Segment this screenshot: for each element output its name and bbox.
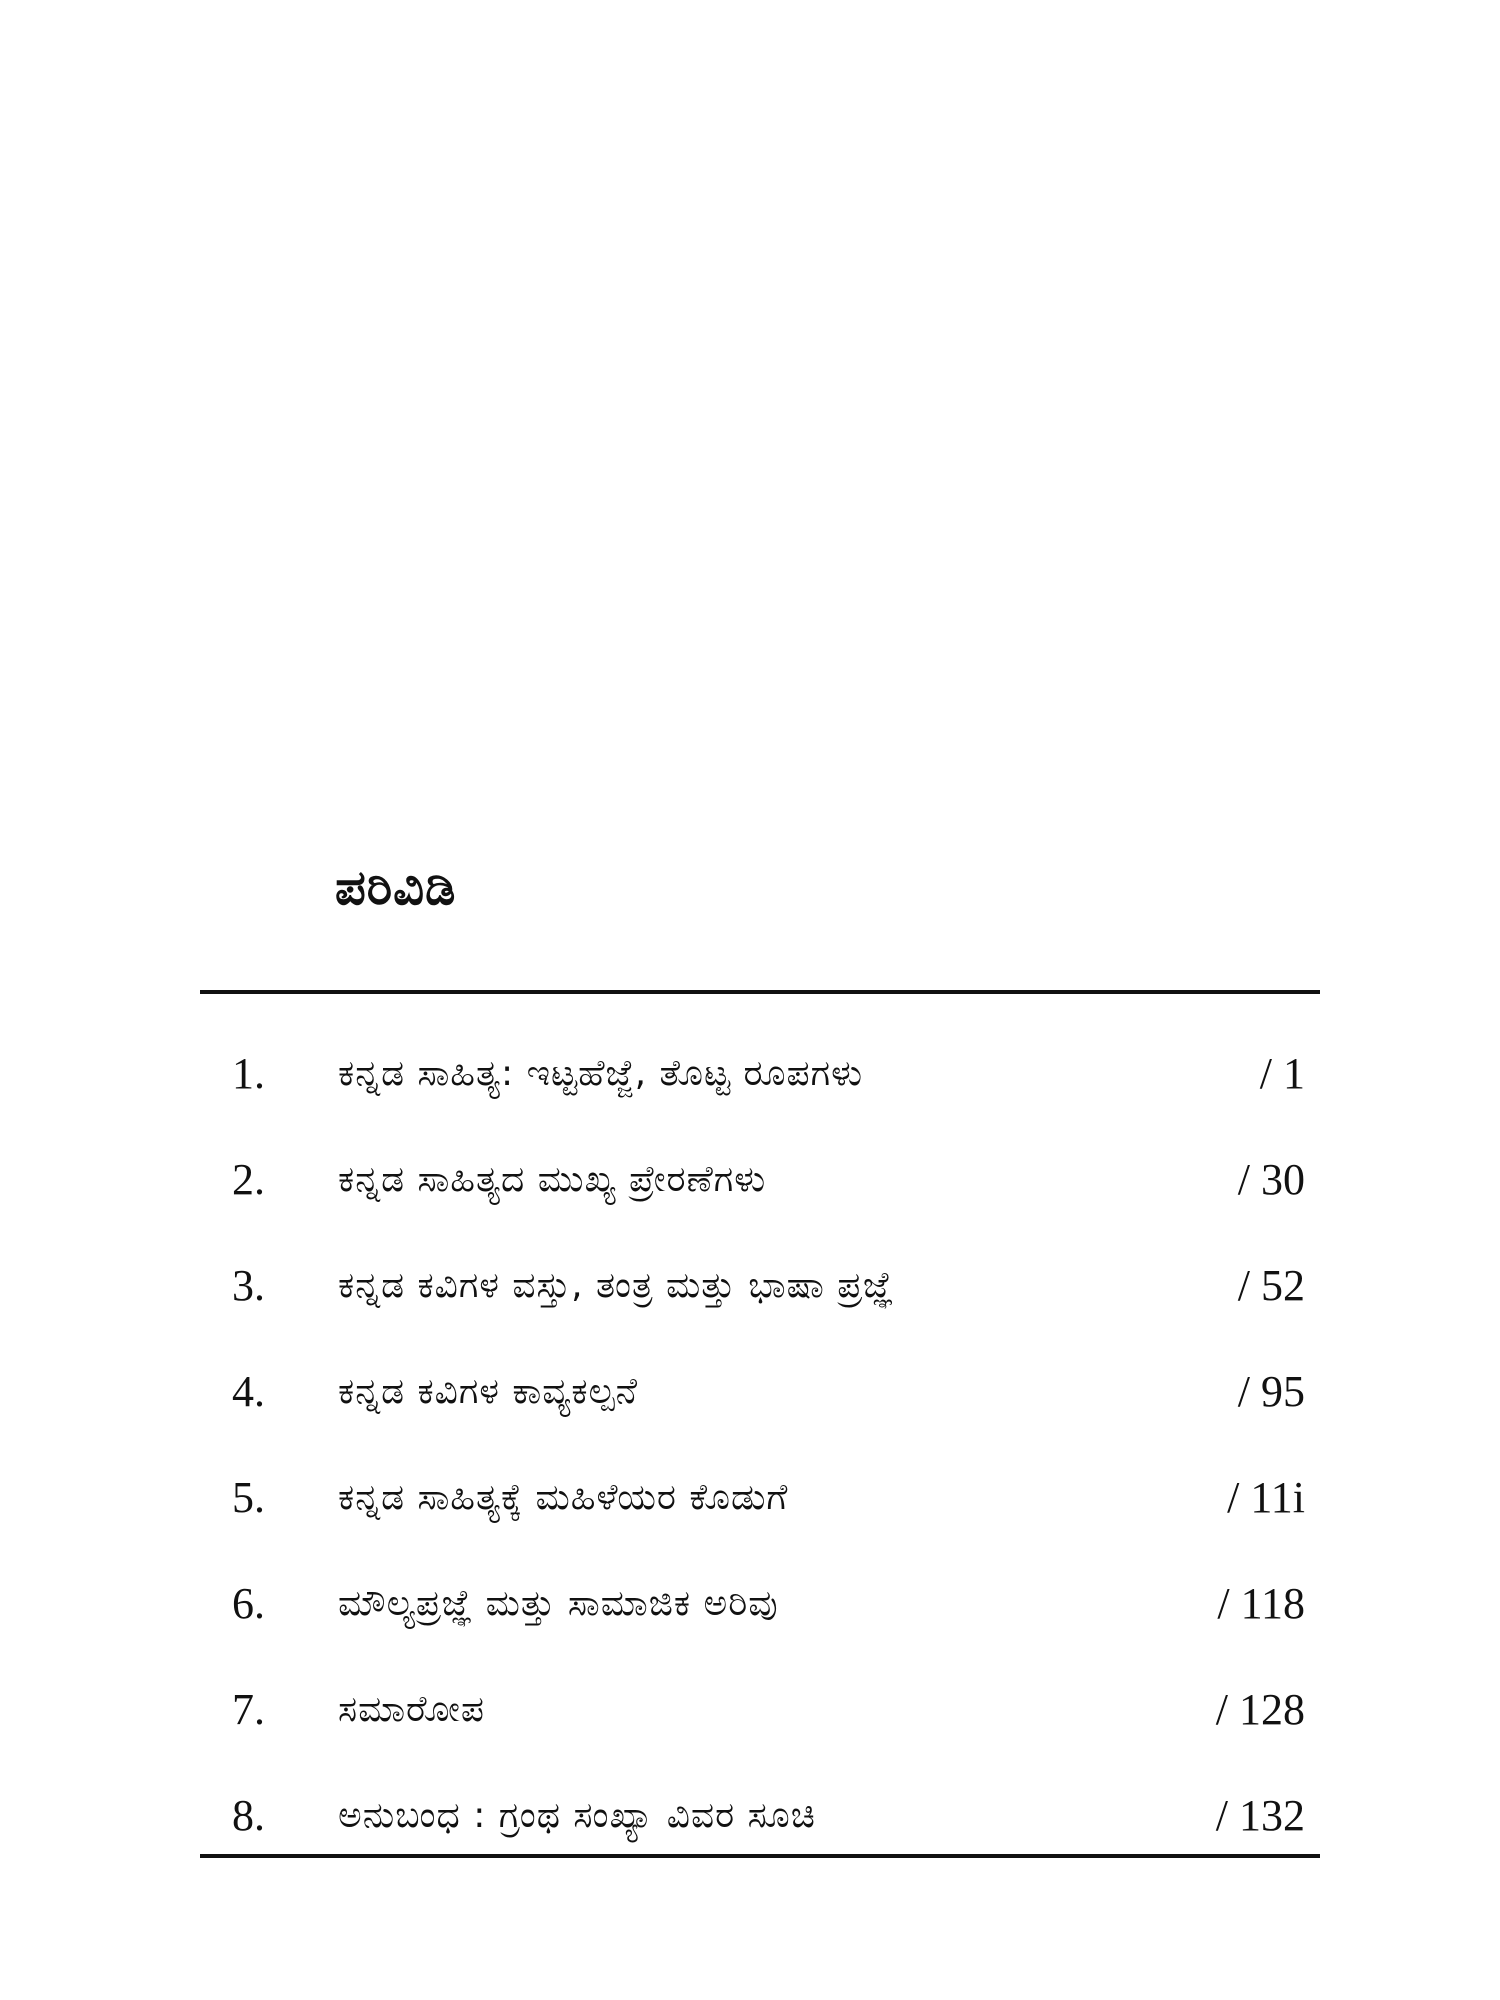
entry-title: ಕನ್ನಡ ಕವಿಗಳ ವಸ್ತು, ತಂತ್ರ ಮತ್ತು ಭಾಷಾ ಪ್ರಜ್ಞೆ [338,1265,895,1306]
toc-entry [0,1020,1500,1126]
entry-title: ಕನ್ನಡ ಕವಿಗಳ ಕಾವ್ಯಕಲ್ಪನೆ [338,1371,639,1412]
top-rule-divider [200,990,1320,994]
entry-page-number: / 52 [1237,1261,1305,1310]
entry-page-number: / 128 [1215,1685,1305,1734]
entry-number: 8. [232,1791,265,1840]
entry-page-number: / 118 [1217,1579,1305,1628]
entry-page-number: / 1 [1259,1049,1305,1098]
table-of-contents [0,1020,1500,1868]
entry-page-number: / 95 [1237,1367,1305,1416]
entry-number: 2. [232,1155,265,1204]
entry-title: ಕನ್ನಡ ಸಾಹಿತ್ಯಕ್ಕೆ ಮಹಿಳೆಯರ ಕೊಡುಗೆ [338,1477,789,1518]
toc-entry [0,1656,1500,1762]
entry-number: 1. [232,1049,265,1098]
entry-title: ಅನುಬಂಧ : ಗ್ರಂಥ ಸಂಖ್ಯಾ ವಿವರ ಸೂಚಿ [338,1795,816,1836]
toc-entry [0,1444,1500,1550]
entry-number: 3. [232,1261,265,1310]
toc-entry [0,1338,1500,1444]
entry-number: 6. [232,1579,265,1628]
entry-page-number: / 30 [1237,1155,1305,1204]
entry-title: ಸಮಾರೋಪ [338,1689,485,1730]
page-title: ಪರಿವಿಡಿ [335,860,457,916]
entry-title: ಕನ್ನಡ ಸಾಹಿತ್ಯದ ಮುಖ್ಯ ಪ್ರೇರಣೆಗಳು [338,1159,767,1200]
toc-entry [0,1232,1500,1338]
toc-entry [0,1550,1500,1656]
bottom-rule-divider [200,1854,1320,1858]
entry-page-number: / 11i [1227,1473,1305,1522]
entry-page-number: / 132 [1215,1791,1305,1840]
toc-entry [0,1126,1500,1232]
entry-title: ಮೌಲ್ಯಪ್ರಜ್ಞೆ ಮತ್ತು ಸಾಮಾಜಿಕ ಅರಿವು [338,1583,779,1624]
toc-entry [0,1762,1500,1868]
entry-number: 4. [232,1367,265,1416]
entry-number: 5. [232,1473,265,1522]
entry-number: 7. [232,1685,265,1734]
entry-title: ಕನ್ನಡ ಸಾಹಿತ್ಯ: ಇಟ್ಟಹೆಜ್ಜೆ, ತೊಟ್ಟ ರೂಪಗಳು [338,1053,864,1094]
